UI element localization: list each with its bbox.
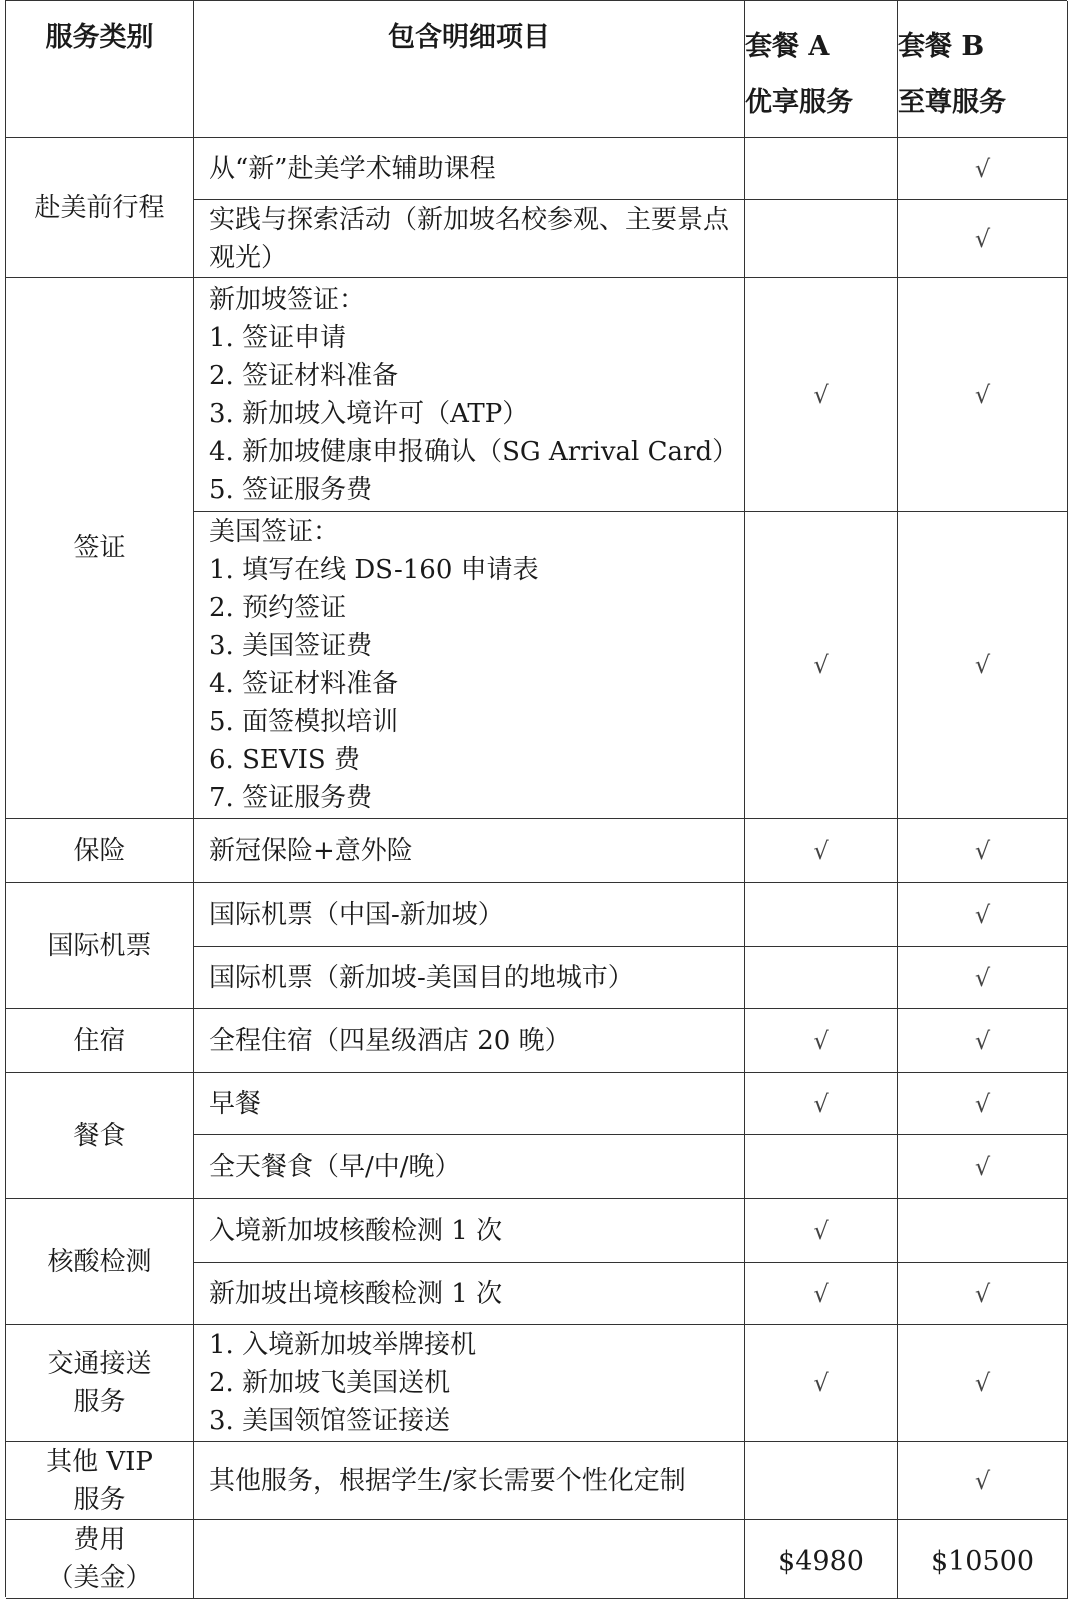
check-mark-a	[745, 1325, 898, 1442]
singapore-visa-title: 新加坡签证：	[209, 284, 366, 315]
check-mark-b	[898, 819, 1068, 883]
item-lodging-text: 全程住宿（四星级酒店 20 晚）	[209, 1025, 571, 1056]
check-mark-a	[745, 819, 898, 883]
item-flight-sg-us	[194, 947, 745, 1009]
header-items-text: 包含明细项目	[388, 22, 550, 53]
price-plan-b-text: $10500	[930, 1546, 1035, 1577]
list-item: 5. 签证服务费	[209, 474, 373, 505]
category-visa	[6, 278, 194, 819]
header-items	[194, 1, 745, 138]
check-mark-a	[745, 1073, 898, 1135]
check-mark-a	[745, 278, 898, 512]
item-academic-course-text: 从“新”赴美学术辅助课程	[209, 153, 496, 184]
check-icon: √	[974, 836, 991, 865]
check-icon: √	[974, 651, 991, 679]
list-item: 2. 签证材料准备	[209, 360, 399, 391]
cell-a-flight-sg-us	[745, 947, 898, 1009]
list-item: 4. 新加坡健康申报确认（SG Arrival Card）	[209, 436, 739, 467]
item-pcr-entry-text: 入境新加坡核酸检测 1 次	[209, 1215, 503, 1246]
check-icon: √	[974, 1369, 991, 1397]
list-item: 5. 面签模拟培训	[209, 707, 399, 737]
check-mark-b	[898, 1073, 1068, 1135]
check-icon: √	[813, 651, 829, 679]
cell-a-academic-course	[745, 138, 898, 200]
category-pcr	[6, 1199, 194, 1325]
cell-a-all-meals	[745, 1135, 898, 1199]
check-icon: √	[813, 1089, 829, 1118]
item-vip	[194, 1442, 745, 1520]
check-icon: √	[974, 900, 991, 929]
list-item: 3. 新加坡入境许可（ATP）	[209, 398, 529, 429]
check-mark-b	[898, 883, 1068, 947]
category-meals-text: 餐食	[73, 1120, 126, 1151]
item-all-meals	[194, 1135, 745, 1199]
check-icon: √	[813, 1279, 829, 1308]
category-insurance-text: 保险	[73, 835, 126, 866]
category-pre-trip-text: 赴美前行程	[34, 192, 165, 223]
header-plan-b	[898, 1, 1068, 138]
category-transport	[6, 1325, 194, 1442]
item-practice-activities	[194, 200, 745, 278]
check-mark-b	[898, 1325, 1068, 1442]
list-item: 1. 填写在线 DS-160 申请表	[209, 555, 539, 585]
item-pcr-exit	[194, 1263, 745, 1325]
item-breakfast	[194, 1073, 745, 1135]
item-lodging	[194, 1009, 745, 1073]
list-item: 1. 入境新加坡举牌接机	[209, 1330, 477, 1360]
check-mark-b	[898, 512, 1068, 819]
item-us-visa	[194, 512, 745, 819]
item-breakfast-text: 早餐	[209, 1088, 262, 1119]
cell-a-vip	[745, 1442, 898, 1520]
check-icon: √	[813, 1216, 829, 1245]
list-item: 3. 美国领馆签证接送	[209, 1406, 451, 1436]
check-mark-b	[898, 947, 1068, 1009]
item-pcr-exit-text: 新加坡出境核酸检测 1 次	[209, 1278, 503, 1309]
check-icon: √	[813, 380, 829, 409]
category-flights	[6, 883, 194, 1009]
category-fee	[6, 1520, 194, 1599]
category-pre-trip	[6, 138, 194, 278]
header-category-text: 服务类别	[45, 22, 154, 53]
check-mark-b	[898, 1135, 1068, 1199]
check-icon: √	[974, 1279, 991, 1308]
list-item: 7. 签证服务费	[209, 783, 373, 813]
check-icon: √	[974, 1152, 991, 1181]
list-item: 2. 预约签证	[209, 593, 347, 623]
check-mark-b	[898, 200, 1068, 278]
list-item: 3. 美国签证费	[209, 631, 373, 661]
service-comparison-table	[5, 0, 1067, 1597]
item-flight-sg-us-text: 国际机票（新加坡-美国目的地城市）	[209, 962, 634, 993]
item-singapore-visa	[194, 278, 745, 512]
header-plan-b-name: 套餐 B	[898, 31, 985, 62]
item-practice-activities-text: 实践与探索活动（新加坡名校参观、主要景点观光）	[209, 204, 730, 273]
item-all-meals-text: 全天餐食（早/中/晚）	[209, 1151, 461, 1182]
check-mark-a	[745, 1199, 898, 1263]
item-flight-cn-sg	[194, 883, 745, 947]
category-meals	[6, 1073, 194, 1199]
price-plan-b	[898, 1520, 1068, 1599]
item-vip-text: 其他服务，根据学生/家长需要个性化定制	[209, 1465, 686, 1496]
category-vip-line1: 其他 VIP	[46, 1446, 153, 1477]
item-transport	[194, 1325, 745, 1442]
item-academic-course	[194, 138, 745, 200]
check-mark-a	[745, 1263, 898, 1325]
check-icon: √	[974, 1026, 991, 1055]
list-item: 6. SEVIS 费	[209, 745, 360, 775]
category-pcr-text: 核酸检测	[47, 1246, 152, 1277]
category-insurance	[6, 819, 194, 883]
cell-a-practice-activities	[745, 200, 898, 278]
cell-a-flight-cn-sg	[745, 883, 898, 947]
item-pcr-entry	[194, 1199, 745, 1263]
category-vip-line2: 服务	[73, 1484, 126, 1515]
check-icon: √	[974, 1466, 991, 1495]
check-mark-b	[898, 1442, 1068, 1520]
check-icon: √	[974, 1089, 991, 1118]
price-plan-a	[745, 1520, 898, 1599]
header-plan-b-desc: 至尊服务	[898, 87, 1006, 118]
header-plan-a	[745, 1, 898, 138]
check-icon: √	[974, 154, 991, 183]
check-mark-b	[898, 138, 1068, 200]
price-plan-a-text: $4980	[778, 1546, 864, 1577]
header-category	[6, 1, 194, 138]
item-fee-empty	[194, 1520, 745, 1599]
item-insurance-text: 新冠保险+意外险	[209, 835, 413, 866]
check-icon: √	[974, 380, 991, 409]
list-item: 1. 签证申请	[209, 322, 347, 353]
check-mark-b	[898, 1263, 1068, 1325]
item-flight-cn-sg-text: 国际机票（中国-新加坡）	[209, 899, 504, 930]
check-icon: √	[974, 963, 991, 992]
header-plan-a-desc: 优享服务	[745, 87, 853, 118]
check-mark-b	[898, 278, 1068, 512]
check-icon: √	[813, 1026, 829, 1055]
check-icon: √	[813, 836, 829, 865]
category-transport-line2: 服务	[73, 1387, 126, 1417]
check-mark-b	[898, 1009, 1068, 1073]
header-plan-a-name: 套餐 A	[745, 31, 830, 62]
category-fee-line1: 费用	[73, 1525, 126, 1555]
list-item: 2. 新加坡飞美国送机	[209, 1368, 451, 1398]
check-mark-a	[745, 512, 898, 819]
item-insurance	[194, 819, 745, 883]
check-icon: √	[813, 1369, 829, 1397]
category-flights-text: 国际机票	[47, 930, 152, 961]
category-transport-line1: 交通接送	[47, 1349, 152, 1379]
check-mark-a	[745, 1009, 898, 1073]
category-lodging-text: 住宿	[73, 1025, 126, 1056]
category-vip	[6, 1442, 194, 1520]
list-item: 4. 签证材料准备	[209, 669, 399, 699]
us-visa-title: 美国签证：	[209, 517, 340, 547]
category-fee-line2: （美金）	[47, 1563, 152, 1593]
category-lodging	[6, 1009, 194, 1073]
cell-b-pcr-entry	[898, 1199, 1068, 1263]
check-icon: √	[974, 224, 991, 253]
category-visa-text: 签证	[73, 533, 126, 563]
